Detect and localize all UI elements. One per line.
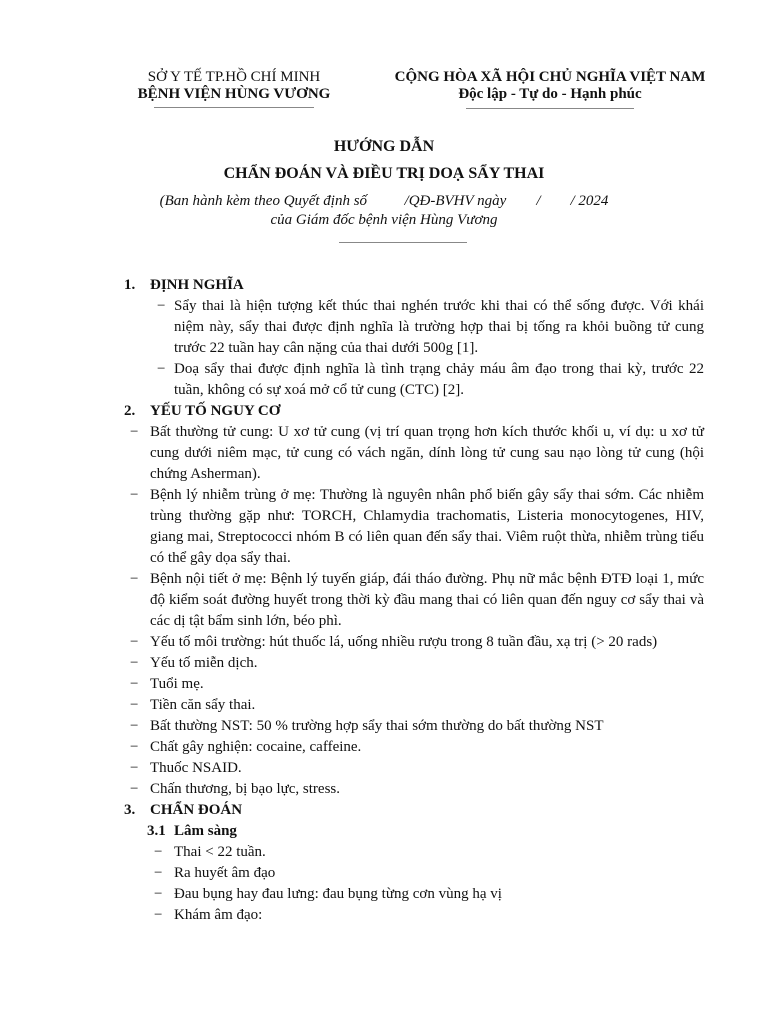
section-title: ĐỊNH NGHĨA (150, 277, 244, 293)
list-item-text: Bệnh lý nhiễm trùng ở mẹ: Thường là nguyên nhân phổ biến gây sẩy thai sớm. Các nhiễm trùng thường gặp như: TORCH, Chlamydia trachomatis, Listeria monocytogenes, HIV, giang mai, Streptococci nhóm B có liên quan đến sẩy thai. Viêm ruột thừa, nhiễm trùng tiểu có thể gây dọa sẩy thai. (150, 487, 704, 566)
list-item-text: Doạ sẩy thai được định nghĩa là tình trạng chảy máu âm đạo trong thai kỳ, trước 22 tuần, không có sự xoá mở cổ tử cung (CTC) [2]. (174, 361, 704, 398)
list-item-text: Thuốc NSAID. (150, 760, 242, 776)
list-item (124, 569, 704, 632)
dash-bullet: − (157, 298, 166, 314)
subsection-number: 3.1 (147, 823, 166, 839)
list-item (124, 884, 704, 905)
list-item-text: Chất gây nghiện: cocaine, caffeine. (150, 739, 362, 755)
dash-bullet: − (130, 634, 139, 650)
section-title: YẾU TỐ NGUY CƠ (150, 403, 281, 419)
document-title: HƯỚNG DẪN (333, 138, 435, 155)
dash-bullet: − (130, 424, 139, 440)
list-item-text: Bệnh nội tiết ở mẹ: Bệnh lý tuyến giáp, đái tháo đường. Phụ nữ mắc bệnh ĐTĐ loại 1, mức độ kiểm soát đường huyết trong thời kỳ đầu mang thai có liên quan đến nguy cơ sẩy thai và các dị tật bẩm sinh lớn, béo phì. (150, 571, 704, 629)
decision-reference: (Ban hành kèm theo Quyết định số /QĐ-BVHV ngày / / 2024 (159, 193, 609, 209)
list-item (124, 737, 704, 758)
list-item (124, 485, 704, 569)
list-item (124, 716, 704, 737)
list-item-text: Bất thường NST: 50 % trường hợp sẩy thai sớm thường do bất thường NST (150, 718, 604, 734)
list-item-text: Đau bụng hay đau lưng: đau bụng từng cơn vùng hạ vị (174, 886, 502, 902)
section-heading-definition (124, 275, 704, 296)
list-item-text: Tiền căn sẩy thai. (150, 697, 256, 713)
list-item-text: Bất thường tử cung: U xơ tử cung (vị trí quan trọng hơn kích thước khối u, ví dụ: u xơ tử cung dưới niêm mạc, tử cung có vách ngăn, dính lòng tử cung sau nạo lòng tử cung (hội chứng Asherman). (150, 424, 704, 482)
dash-bullet: − (130, 781, 139, 797)
list-item (124, 779, 704, 800)
dash-bullet: − (130, 760, 139, 776)
dash-bullet: − (157, 361, 166, 377)
dash-bullet: − (130, 676, 139, 692)
list-item-text: Yếu tố miễn dịch. (150, 655, 258, 671)
dash-bullet: − (130, 655, 139, 671)
section-heading-diagnosis (124, 800, 704, 821)
section-title: CHẨN ĐOÁN (150, 802, 243, 818)
issuer-line: của Giám đốc bệnh viện Hùng Vương (270, 212, 498, 228)
list-item (124, 359, 704, 401)
dash-bullet: − (154, 865, 163, 881)
list-item-text: Sẩy thai là hiện tượng kết thúc thai nghén trước khi thai có thể sống được. Với khái niệm này, sẩy thai được định nghĩa là trường hợp thai bị tống ra khỏi buồng tử cung trước 22 tuần hay cân nặng của thai dưới 500g [1]. (174, 298, 704, 356)
motto-line: Độc lập - Tự do - Hạnh phúc (458, 86, 642, 102)
hospital-name: BỆNH VIỆN HÙNG VƯƠNG (137, 86, 331, 102)
dash-bullet: − (154, 907, 163, 923)
dash-bullet: − (130, 739, 139, 755)
section-heading-risk-factors (124, 401, 704, 422)
list-item (124, 863, 704, 884)
subsection-heading-clinical (124, 821, 704, 842)
list-item (124, 905, 704, 926)
title-underline (339, 242, 467, 243)
issuing-agency (120, 69, 348, 108)
list-item-text: Khám âm đạo: (174, 907, 263, 923)
subsection-title: Lâm sàng (174, 823, 237, 839)
list-item-text: Tuổi mẹ. (150, 676, 204, 692)
list-item (124, 842, 704, 863)
country-name: CỘNG HÒA XÃ HỘI CHỦ NGHĨA VIỆT NAM (394, 69, 706, 85)
list-item-text: Thai < 22 tuần. (174, 844, 266, 860)
national-motto (380, 69, 720, 109)
motto-underline (466, 108, 634, 109)
list-item (124, 674, 704, 695)
dash-bullet: − (130, 718, 139, 734)
section-number: 2. (124, 403, 136, 419)
department-name: SỞ Y TẾ TP.HỒ CHÍ MINH (147, 69, 321, 85)
document-subject: CHẨN ĐOÁN VÀ ĐIỀU TRỊ DOẠ SẨY THAI (223, 165, 545, 182)
section-number: 1. (124, 277, 136, 293)
list-item-text: Yếu tố môi trường: hút thuốc lá, uống nhiều rượu trong 8 tuần đầu, xạ trị (> 20 rads) (150, 634, 658, 650)
dash-bullet: − (154, 886, 163, 902)
list-item (124, 296, 704, 359)
list-item (124, 758, 704, 779)
list-item (124, 422, 704, 485)
list-item (124, 653, 704, 674)
list-item-text: Chấn thương, bị bạo lực, stress. (150, 781, 341, 797)
dash-bullet: − (130, 487, 139, 503)
document-body (124, 275, 704, 926)
agency-underline (154, 107, 314, 108)
section-number: 3. (124, 802, 136, 818)
list-item (124, 632, 704, 653)
dash-bullet: − (130, 697, 139, 713)
list-item (124, 695, 704, 716)
dash-bullet: − (130, 571, 139, 587)
dash-bullet: − (154, 844, 163, 860)
list-item-text: Ra huyết âm đạo (174, 865, 276, 881)
